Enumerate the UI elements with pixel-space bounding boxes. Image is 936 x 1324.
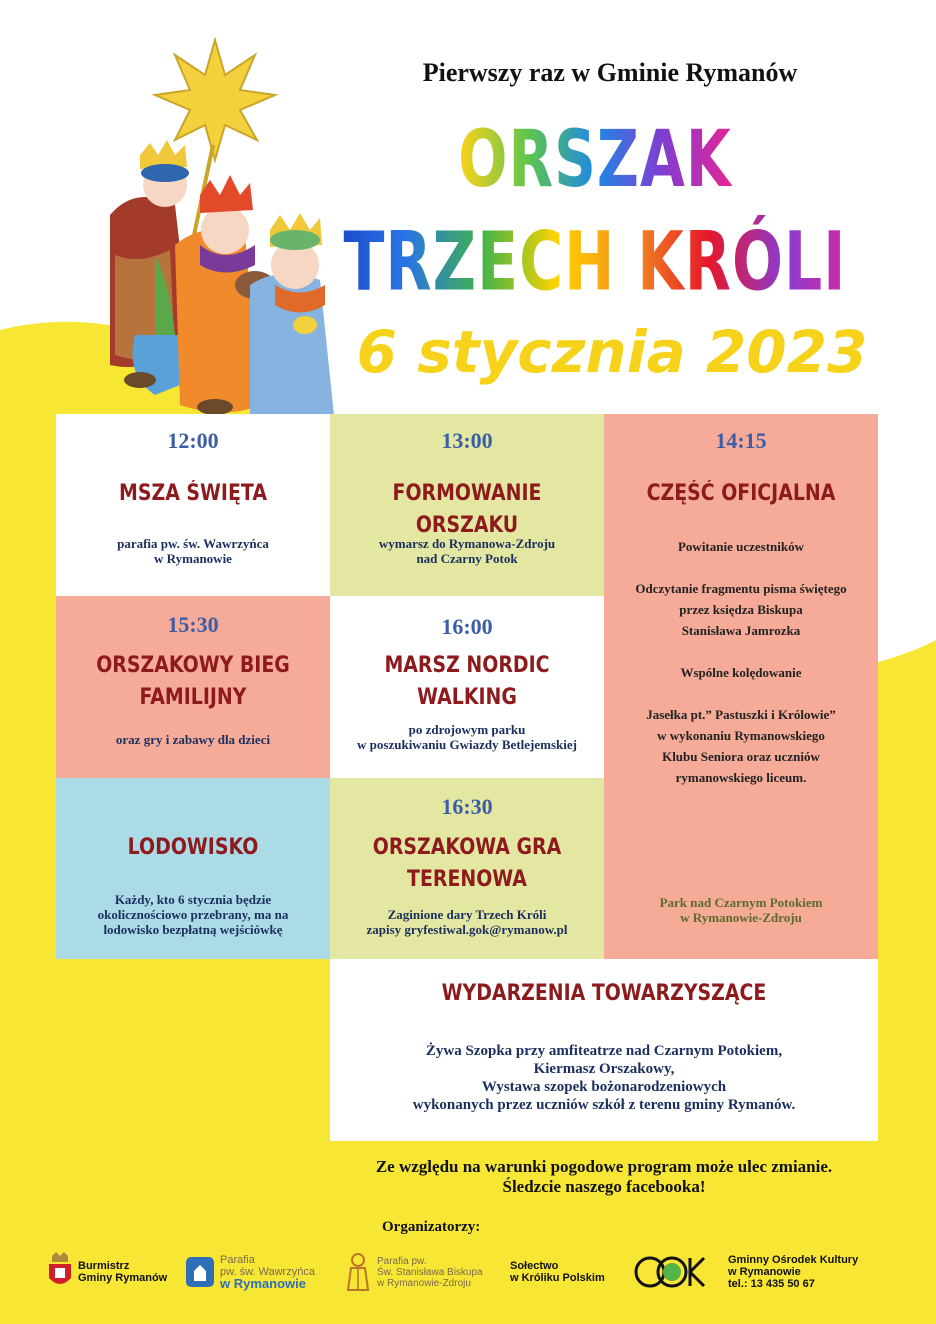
- coat-of-arms-icon: [46, 1252, 74, 1292]
- organizer-text: Gminny Ośrodek Kultury w Rymanowie tel.: 13 435 50 67: [728, 1254, 859, 1290]
- title-line-2: TRZECH KRÓLI: [330, 215, 860, 310]
- schedule-cell-nordic: [330, 596, 604, 778]
- event-description: oraz gry i zabawy dla dzieci: [115, 732, 271, 747]
- time-label: 16:30: [441, 794, 493, 819]
- official-program: Powitanie uczestników Odczytanie fragmentu pisma świętego przez księdza Biskupa Stanisława Jamrozka Wspólne kolędowanie Jasełka pt.” Pastuszki i Królowie” w wykonaniu Rymanowskiego Klubu Seniora oraz uczniów rymanowskiego liceum.: [635, 539, 847, 785]
- organizer-solectwo: [510, 1250, 605, 1294]
- event-title: FORMOWANIE ORSZAKU: [392, 481, 542, 538]
- schedule-cell-mass: [56, 414, 330, 596]
- event-description: Zaginione dary Trzech Króli zapisy gryfestiwal.gok@rymanow.pl: [366, 907, 568, 937]
- event-title: ORSZAKOWY BIEG FAMILIJNY: [96, 653, 290, 710]
- events-title: WYDARZENIA TOWARZYSZĄCE: [441, 981, 767, 1006]
- organizer-text: Parafia pw. Św. Stanisława Biskupa w Rymanowie-Zdroju: [377, 1255, 483, 1289]
- time-label: 15:30: [167, 612, 219, 637]
- event-description: wymarsz do Rymanowa-Zdroju nad Czarny Potok: [378, 536, 556, 566]
- organizer-parish-wawrzyniec: [186, 1250, 315, 1294]
- event-title: LODOWISKO: [127, 835, 259, 860]
- event-title: CZĘŚĆ OFICJALNA: [646, 481, 836, 506]
- organizers-label: Organizatorzy:: [382, 1219, 481, 1235]
- schedule-cell-field-game: [330, 778, 604, 959]
- time-label: 16:00: [441, 614, 493, 639]
- schedule-cell-run: [56, 596, 330, 778]
- star-icon: [155, 40, 275, 160]
- event-title: MARSZ NORDIC WALKING: [384, 653, 550, 710]
- saint-icon: [343, 1252, 373, 1292]
- organizer-text-big: w Rymanowie: [220, 1275, 306, 1291]
- weather-notice: Ze względu na warunki pogodowe program może ulec zmianie. Śledzcie naszego facebooka!: [375, 1157, 833, 1196]
- organizer-mayor: [46, 1250, 167, 1294]
- time-label: 13:00: [441, 428, 493, 453]
- organizer-gok: [634, 1250, 858, 1294]
- organizer-text: Sołectwo w Króliku Polskim: [510, 1260, 605, 1284]
- accompanying-events-box: [330, 959, 878, 1141]
- event-title: ORSZAKOWA GRA TERENOWA: [372, 835, 562, 892]
- title-line-1: ORSZAK: [330, 113, 860, 205]
- event-description: po zdrojowym parku w poszukiwaniu Gwiazdy Betlejemskiej: [357, 722, 577, 752]
- organizer-text-small: Parafia pw. św. Wawrzyńca: [220, 1253, 315, 1278]
- organizer-text: Burmistrz Gminy Rymanów: [78, 1260, 168, 1284]
- organizer-parish-stanislaw: [343, 1250, 483, 1294]
- gok-logo-icon: [634, 1254, 710, 1290]
- events-list: Żywa Szopka przy amfiteatrze nad Czarnym Potokiem, Kiermasz Orszakowy, Wystawa szopek bożonarodzeniowych wykonanych przez uczniów szkół z terenu gminy Rymanów.: [412, 1043, 796, 1113]
- three-kings-illustration: [95, 35, 365, 450]
- time-label: 12:00: [167, 428, 219, 453]
- time-label: 14:15: [715, 428, 767, 453]
- church-icon: [186, 1257, 214, 1287]
- schedule-cell-ice-rink: [56, 778, 330, 959]
- schedule-cell-official: [604, 414, 878, 959]
- tagline: Pierwszy raz w Gminie Rymanów: [422, 58, 798, 87]
- schedule-cell-formation: [330, 414, 604, 596]
- event-title: MSZA ŚWIĘTA: [119, 481, 267, 506]
- event-date: 6 stycznia 2023: [356, 318, 868, 386]
- event-location: Park nad Czarnym Potokiem w Rymanowie-Zdroju: [659, 895, 823, 925]
- event-description: Każdy, kto 6 stycznia będzie okolicznościowo przebrany, ma na lodowisko bezpłatną wejściówkę: [97, 892, 289, 937]
- event-description: parafia pw. św. Wawrzyńca w Rymanowie: [117, 536, 269, 566]
